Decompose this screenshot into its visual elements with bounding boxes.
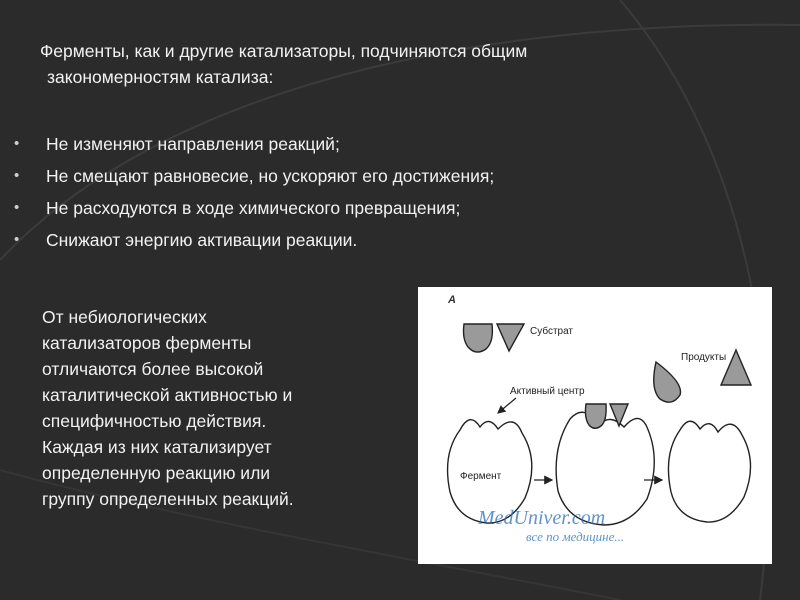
bullet-dot-icon: • <box>14 231 20 248</box>
active-site-arrow <box>498 398 516 413</box>
active-site-label: Активный центр <box>510 386 585 397</box>
bullet-dot-icon: • <box>14 135 20 152</box>
watermark-title: MedUniver.com <box>478 507 606 529</box>
enzyme-specificity-paragraph <box>42 304 387 512</box>
bullet-item <box>14 128 714 160</box>
bullet-item <box>14 224 714 256</box>
intro-text <box>40 38 720 90</box>
bullet-text: Снижают энергию активации реакции. <box>46 230 358 250</box>
products-label: Продукты <box>681 352 727 363</box>
watermark-subtitle: все по медицине... <box>526 529 625 544</box>
bullet-text: Не смещают равновесие, но ускоряют его достижения; <box>46 166 495 186</box>
substrate-shape <box>464 324 525 352</box>
bullet-dot-icon: • <box>14 167 20 184</box>
paragraph-line: каталитической активностью и <box>42 385 293 405</box>
paragraph-line: Каждая из них катализирует <box>42 437 272 457</box>
panel-letter: А <box>448 294 456 306</box>
bullet-text: Не расходуются в ходе химического превращения; <box>46 198 461 218</box>
intro-line-2: закономерностям катализа: <box>47 67 274 87</box>
enzyme-substrate-diagram <box>418 287 772 564</box>
paragraph-line: От небиологических <box>42 307 207 327</box>
paragraph-line: группу определенных реакций. <box>42 489 294 509</box>
bullet-item <box>14 192 714 224</box>
paragraph-line: катализаторов ферменты <box>42 333 252 353</box>
paragraph-line: специфичностью действия. <box>42 411 267 431</box>
paragraph-line: отличаются более высокой <box>42 359 264 379</box>
enzyme-label: Фермент <box>460 471 502 482</box>
bullet-item <box>14 160 714 192</box>
bullet-dot-icon: • <box>14 199 20 216</box>
intro-line-1: Ферменты, как и другие катализаторы, подчиняются общим <box>40 41 528 61</box>
paragraph-line: определенную реакцию или <box>42 463 271 483</box>
enzyme-regenerated-shape <box>668 421 750 522</box>
bullet-list <box>14 128 714 256</box>
substrate-label: Субстрат <box>530 326 574 337</box>
bullet-text: Не изменяют направления реакций; <box>46 134 340 154</box>
